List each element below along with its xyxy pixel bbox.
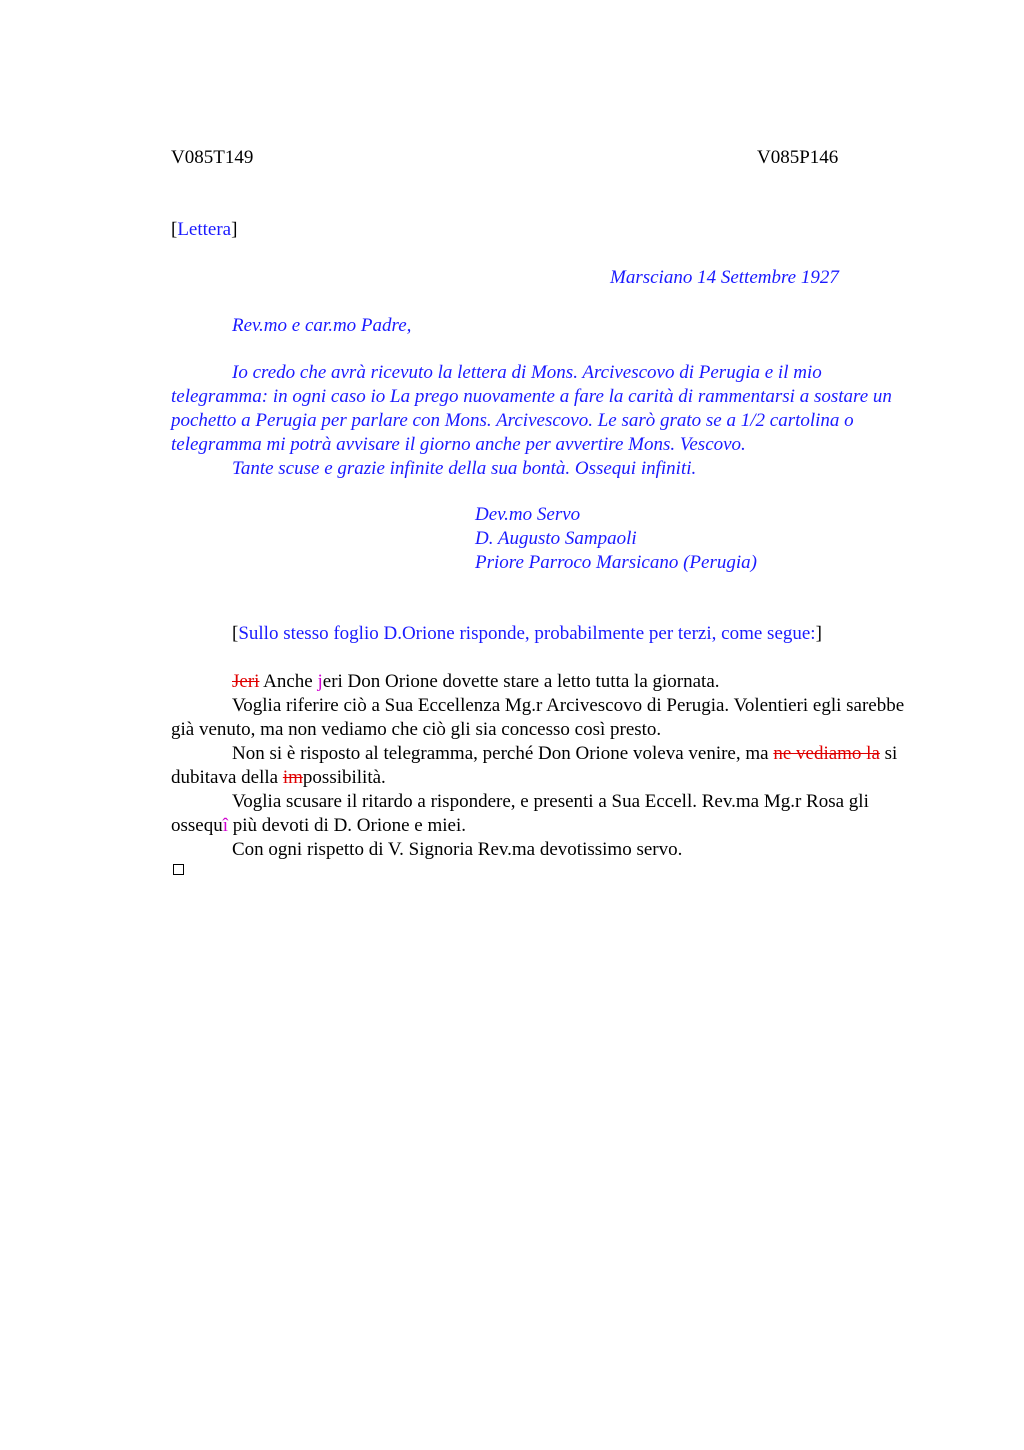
inserted-text: j [317, 671, 323, 692]
reply-text: Non si è risposto al telegramma, perché Don Orione voleva venire, ma [232, 743, 774, 764]
reply-paragraph-5: Con ogni rispetto di V. Signoria Rev.ma devotissimo servo. [232, 839, 683, 860]
document-code-right: V085P146 [757, 147, 839, 168]
editorial-note-text: Sullo stesso foglio D.Orione risponde, probabilmente per terzi, come segue: [238, 623, 816, 644]
reply-paragraph-4 [171, 790, 911, 838]
reply-text: eri Don Orione dovette stare a letto tutta la giornata. [322, 671, 720, 692]
bracket-open: [ [232, 623, 239, 644]
reply-text: Anche [259, 671, 318, 692]
document-type-label [171, 218, 237, 242]
document-code-left: V085T149 [171, 147, 254, 168]
reply-text: più devoti di D. Orione e miei. [228, 815, 466, 836]
signature-line-3: Priore Parroco Marsicano (Perugia) [475, 552, 757, 573]
letter-body-paragraph: Io credo che avrà ricevuto la lettera di Mons. Arcivescovo di Perugia e il mio telegramma: in ogni caso io La prego nuovamente a fare la carità di rammentarsi a sostare un pochetto a Perugia per parlare con Mons. Arcivescovo. Le sarò grato se a 1/2 cartolina o telegramma mi potrà avvisare il giorno anche per avvertire Mons. Vescovo. [171, 362, 892, 455]
end-marker-box-icon [173, 864, 184, 875]
reply-text: possibilità. [302, 767, 386, 788]
reply-paragraph-1 [171, 670, 911, 694]
deleted-text: ne vediamo la [773, 743, 880, 764]
inserted-text: î [222, 815, 229, 836]
letter-place-date: Marsciano 14 Settembre 1927 [610, 267, 839, 288]
bracket-close: ] [815, 623, 822, 644]
reply-paragraph-2: Voglia riferire ciò a Sua Eccellenza Mg.r Arcivescovo di Perugia. Volentieri egli sarebbe già venuto, ma non vediamo che ciò gli sia concesso così presto. [171, 695, 905, 740]
bracket-close: ] [231, 219, 238, 240]
deleted-text: Jeri [232, 671, 260, 692]
reply-text: si dubitava della [171, 743, 898, 788]
signature-line-2: D. Augusto Sampaoli [475, 528, 637, 549]
reply-paragraph-3 [171, 742, 911, 790]
bracket-open: [ [171, 219, 178, 240]
letter-body-paragraph-closing: Tante scuse e grazie infinite della sua bontà. Ossequi infiniti. [232, 458, 697, 479]
reply-text: Voglia scusare il ritardo a rispondere, e presenti a Sua Eccell. Rev.ma Mg.r Rosa gli ossequ [171, 791, 869, 836]
deleted-text: im [282, 767, 303, 788]
signature-line-1: Dev.mo Servo [475, 504, 581, 525]
editorial-note [232, 622, 822, 646]
letter-salutation: Rev.mo e car.mo Padre, [232, 315, 412, 336]
document-type-text: Lettera [177, 219, 232, 240]
